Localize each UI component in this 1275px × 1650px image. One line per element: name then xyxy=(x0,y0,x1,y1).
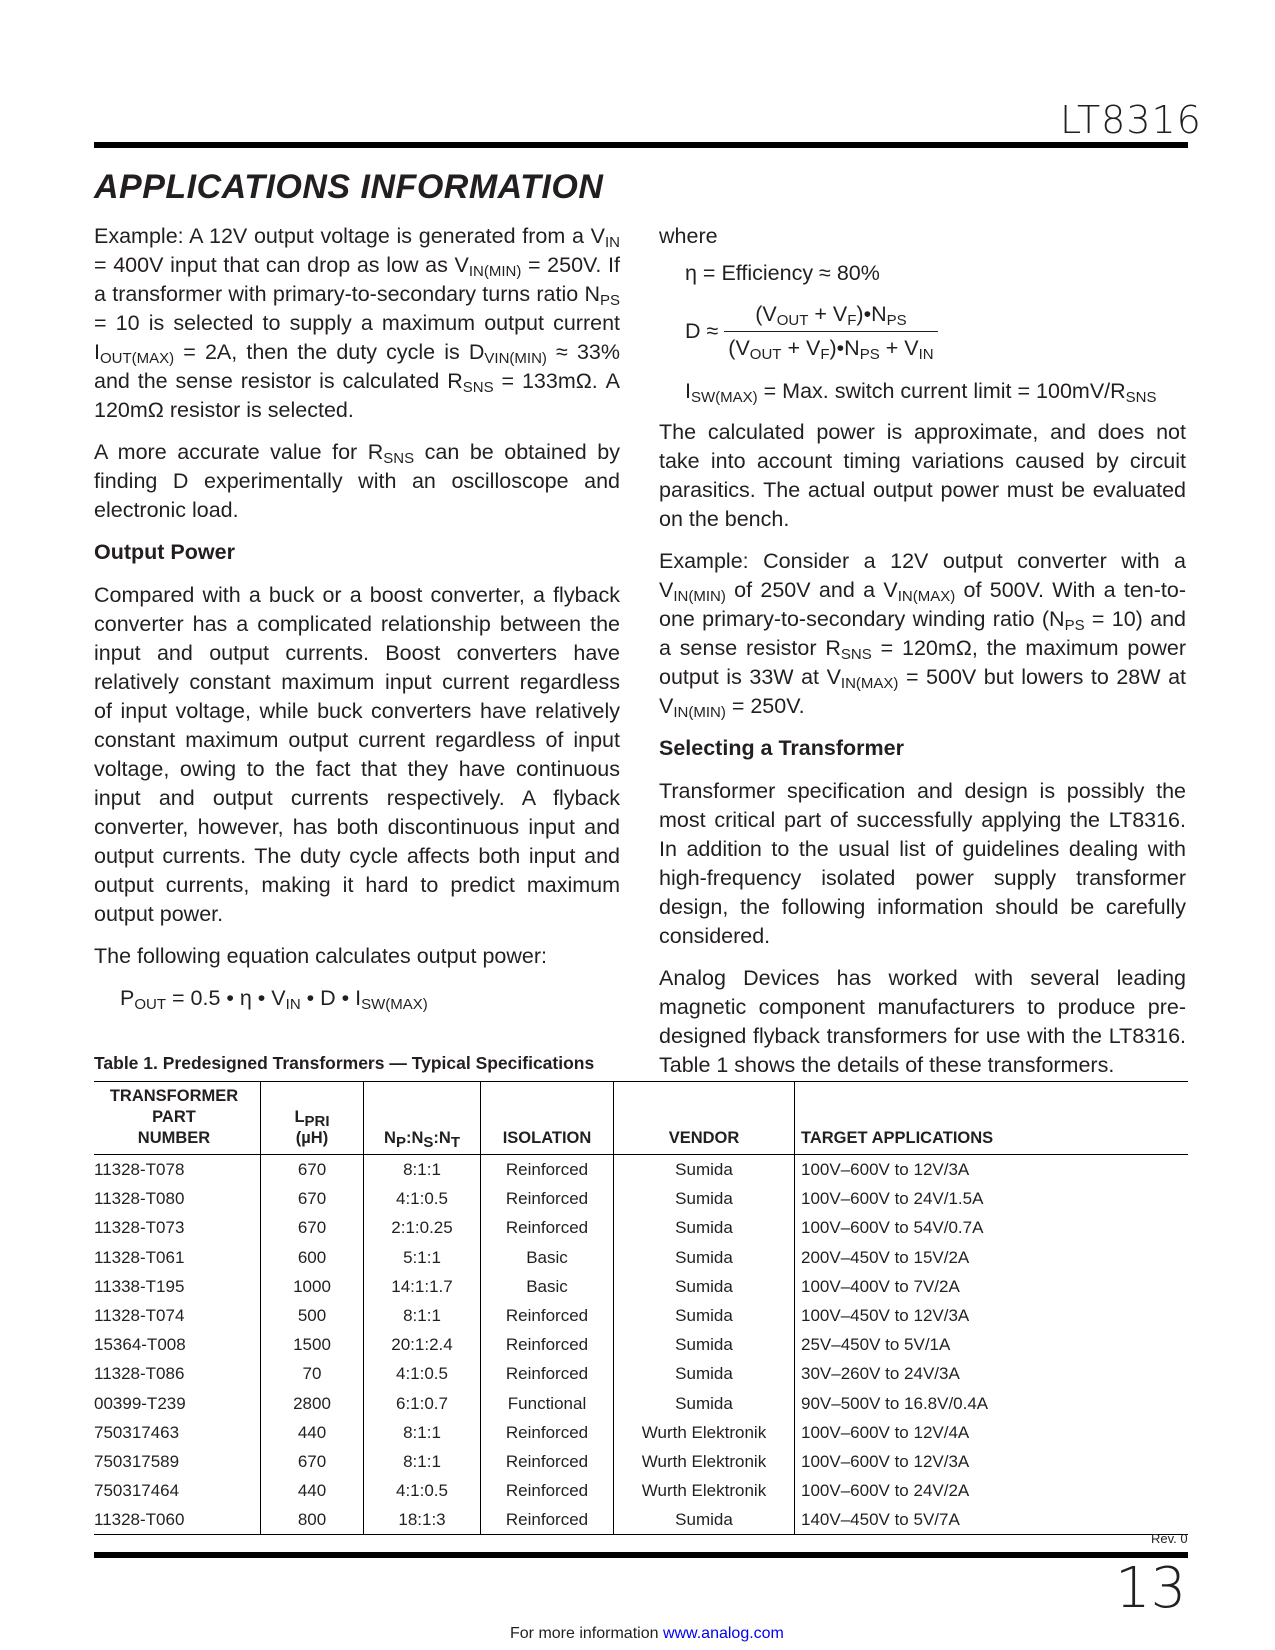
header-rule xyxy=(94,142,1188,148)
lpri-cell: 800 xyxy=(261,1505,364,1535)
part-number: LT8316 xyxy=(1060,98,1202,142)
part-number-cell: 11328-T086 xyxy=(94,1364,185,1384)
turns-ratio-cell: 4:1:0.5 xyxy=(364,1476,481,1505)
turns-ratio-cell: 8:1:1 xyxy=(364,1301,481,1330)
turns-ratio-cell: 4:1:0.5 xyxy=(364,1359,481,1388)
lpri-cell: 1500 xyxy=(261,1330,364,1359)
part-number-cell: 11328-T078 xyxy=(94,1160,185,1180)
vendor-cell: Sumida xyxy=(614,1272,795,1301)
table-row xyxy=(94,1330,1188,1359)
target-application-cell: 100V–600V to 54V/0.7A xyxy=(795,1213,1189,1242)
table-row xyxy=(94,1447,1188,1476)
part-number-cell: 11328-T060 xyxy=(94,1505,261,1535)
lpri-cell: 670 xyxy=(261,1213,364,1242)
vendor-cell: Sumida xyxy=(614,1389,795,1418)
isolation-cell: Reinforced xyxy=(481,1359,614,1388)
isolation-cell: Reinforced xyxy=(481,1301,614,1330)
target-application-cell: 140V–450V to 5V/7A xyxy=(795,1505,1189,1535)
turns-ratio-cell: 18:1:3 xyxy=(364,1505,481,1535)
footer-rule xyxy=(94,1552,1188,1558)
vendor-cell: Sumida xyxy=(614,1330,795,1359)
header-lpri: $L_{PRI}$ (µH) xyxy=(261,1082,364,1155)
isolation-cell: Reinforced xyxy=(481,1155,614,1185)
isolation-cell: Reinforced xyxy=(481,1505,614,1535)
turns-ratio-cell: 4:1:0.5 xyxy=(364,1184,481,1213)
vendor-cell: Wurth Elektronik xyxy=(614,1476,795,1505)
paragraph-analog-devices: Analog Devices has worked with several leading magnetic component manufacturers to produce pre-designed flyback transformers for use with the LT8316. Table 1 shows the details of these transformers. xyxy=(659,966,1186,1077)
isolation-cell: Basic xyxy=(481,1243,614,1272)
analog-website-link[interactable]: www.analog.com xyxy=(662,1625,784,1642)
footer-text: For more information www.analog.com xyxy=(510,1625,784,1642)
table-row xyxy=(94,1418,1188,1447)
table-title: Table 1. Predesigned Transformers — Typical Specifications xyxy=(94,1053,595,1073)
isolation-cell: Basic xyxy=(481,1272,614,1301)
isolation-cell: Reinforced xyxy=(481,1476,614,1505)
target-application-cell: 100V–600V to 12V/4A xyxy=(795,1418,1189,1447)
paragraph-accurate-rsns: A more accurate value for $R_{SNS}$ can be obtained by finding D experimentally with an oscilloscope and electronic load. xyxy=(94,440,620,522)
equation-duty-cycle: D ≈ $\frac{(V_{OUT} + V_F)•N_{PS}}{(V_{OUT} + V_F)•N_{PS} + V_{IN}}$ xyxy=(685,300,1186,363)
lpri-cell: 670 xyxy=(261,1447,364,1476)
paragraph-transformer-spec: Transformer specification and design is possibly the most critical part of successfully applying the LT8316. In addition to the usual list of guidelines dealing with high-frequency isolated power supply transformer design, the following information should be carefully considered. xyxy=(659,779,1186,948)
left-column xyxy=(94,222,620,1026)
vendor-cell: Wurth Elektronik xyxy=(614,1447,795,1476)
turns-ratio-cell: 6:1:0.7 xyxy=(364,1389,481,1418)
target-application-cell: 100V–450V to 12V/3A xyxy=(795,1301,1189,1330)
table-body xyxy=(94,1155,1188,1535)
part-number-cell: 750317589 xyxy=(94,1451,180,1471)
target-application-cell: 100V–600V to 24V/1.5A xyxy=(795,1184,1189,1213)
vendor-cell: Sumida xyxy=(614,1155,795,1185)
heading-selecting-transformer: Selecting a Transformer xyxy=(659,736,904,760)
lpri-cell: 670 xyxy=(261,1155,364,1185)
fraction-denominator: ($V_{OUT}$ + $V_F)•N_{PS} + V_{IN}$ xyxy=(728,336,934,363)
table-row xyxy=(94,1301,1188,1330)
header-target-applications: TARGET APPLICATIONS xyxy=(795,1082,1189,1155)
vendor-cell: Sumida xyxy=(614,1243,795,1272)
target-application-cell: 100V–600V to 12V/3A xyxy=(795,1447,1189,1476)
target-application-cell: 25V–450V to 5V/1A xyxy=(795,1330,1189,1359)
turns-ratio-cell: 8:1:1 xyxy=(364,1155,481,1185)
lpri-cell: 440 xyxy=(261,1476,364,1505)
target-application-cell: 100V–400V to 7V/2A xyxy=(795,1272,1189,1301)
part-number-cell: 750317463 xyxy=(94,1422,180,1442)
equation-eta: η = Efficiency ≈ 80% xyxy=(685,261,880,285)
part-number-cell: 11328-T074 xyxy=(94,1306,185,1326)
table-row xyxy=(94,1476,1188,1505)
paragraph-approximate-power: The calculated power is approximate, and does not take into account timing variations caused by circuit parasitics. The actual output power must be evaluated on the bench. xyxy=(659,420,1186,531)
table-row xyxy=(94,1155,1188,1185)
lpri-cell: 600 xyxy=(261,1243,364,1272)
revision-label: Rev. 0 xyxy=(1151,1531,1188,1546)
lpri-cell: 70 xyxy=(261,1359,364,1388)
vendor-cell: Sumida xyxy=(614,1505,795,1535)
isolation-cell: Reinforced xyxy=(481,1213,614,1242)
part-number-cell: 15364-T008 xyxy=(94,1335,186,1355)
isolation-cell: Reinforced xyxy=(481,1447,614,1476)
vendor-cell: Sumida xyxy=(614,1359,795,1388)
table-row xyxy=(94,1184,1188,1213)
table-header-row xyxy=(94,1082,1188,1155)
vendor-cell: Wurth Elektronik xyxy=(614,1418,795,1447)
equation-pout: $P_{OUT} = 0.5$ • η • $V_{IN}$ • D • $I_{SW(MAX)}$ xyxy=(120,986,428,1013)
turns-ratio-cell: 5:1:1 xyxy=(364,1243,481,1272)
table-row xyxy=(94,1272,1188,1301)
lpri-cell: 440 xyxy=(261,1418,364,1447)
isolation-cell: Reinforced xyxy=(481,1330,614,1359)
right-column xyxy=(659,222,1186,1093)
lpri-cell: 500 xyxy=(261,1301,364,1330)
part-number-cell: 00399-T239 xyxy=(94,1393,186,1413)
transformer-table xyxy=(94,1081,1188,1535)
vendor-cell: Sumida xyxy=(614,1184,795,1213)
turns-ratio-cell: 8:1:1 xyxy=(364,1447,481,1476)
part-number-cell: 11328-T061 xyxy=(94,1247,185,1267)
target-application-cell: 30V–260V to 24V/3A xyxy=(795,1359,1189,1388)
header-part-number: TRANSFORMER PART NUMBER xyxy=(94,1082,261,1155)
table-row xyxy=(94,1359,1188,1388)
paragraph-flyback-comparison: Compared with a buck or a boost converter, a flyback converter has a complicated relationship between the input and output currents. Boost converters have relatively constant maximum input current regardless of input voltage, while buck converters have relatively constant maximum output current regardless of input voltage, owing to the fact that they have continuous input and output currents respectively. A flyback converter, however, has both discontinuous input and output currents. The duty cycle affects both input and output currents, making it hard to predict maximum output power. xyxy=(94,583,620,926)
target-application-cell: 100V–600V to 12V/3A xyxy=(795,1155,1189,1185)
table-row xyxy=(94,1389,1188,1418)
page-number: 13 xyxy=(1115,1556,1187,1621)
vendor-cell: Sumida xyxy=(614,1213,795,1242)
heading-output-power: Output Power xyxy=(94,540,235,564)
lpri-cell: 1000 xyxy=(261,1272,364,1301)
duty-cycle-fraction xyxy=(724,300,937,363)
part-number-cell: 750317464 xyxy=(94,1481,180,1501)
turns-ratio-cell: 2:1:0.25 xyxy=(364,1213,481,1242)
target-application-cell: 90V–500V to 16.8V/0.4A xyxy=(795,1389,1189,1418)
isolation-cell: Reinforced xyxy=(481,1418,614,1447)
paragraph-equation-intro: The following equation calculates output power: xyxy=(94,944,547,968)
paragraph-example-33w: Example: Consider a 12V output converter with a $V_{IN(MIN)}$ of 250V and a $V_{IN(MAX)}$ of 500V. With a ten-to-one primary-to-secondary winding ratio $(N_{PS} = 10)$ and a sense resistor $R_{SNS} = 120m\Omega$, the maximum power output is 33W at $V_{IN(MAX)} = 500V$ but lowers to 28W at $V_{IN(MIN)} = 250V$. xyxy=(659,549,1186,721)
lpri-cell: 670 xyxy=(261,1184,364,1213)
part-number-cell: 11338-T195 xyxy=(94,1276,185,1296)
equation-isw: $I_{SW(MAX)}$ = Max. switch current limit = $100mV/R_{SNS}$ xyxy=(685,379,1157,406)
vendor-cell: Sumida xyxy=(614,1301,795,1330)
table-row xyxy=(94,1243,1188,1272)
turns-ratio-cell: 8:1:1 xyxy=(364,1418,481,1447)
header-turns-ratio: $N_P:N_S:N_T$ xyxy=(364,1082,481,1155)
target-application-cell: 100V–600V to 24V/2A xyxy=(795,1476,1189,1505)
paragraph-example: Example: A 12V output voltage is generated from a $V_{IN} = 400V$ input that can drop as low as $V_{IN(MIN)} = 250V$. If a transformer with primary-to-secondary turns ratio $N_{PS} = 10$ is selected to supply a maximum output current $I_{OUT(MAX)} = 2A$, then the duty cycle is $D_{VIN(MIN)} \approx 33\%$ and the sense resistor is calculated $R_{SNS} = 133m\Omega$. A 120mΩ resistor is selected. xyxy=(94,224,620,422)
table-row xyxy=(94,1505,1188,1535)
fraction-numerator: ($V_{OUT}$ + $V_F)•N_{PS}$ xyxy=(724,300,937,332)
turns-ratio-cell: 20:1:2.4 xyxy=(364,1330,481,1359)
table-row xyxy=(94,1213,1188,1242)
target-application-cell: 200V–450V to 15V/2A xyxy=(795,1243,1189,1272)
part-number-cell: 11328-T080 xyxy=(94,1189,185,1209)
where-label: where xyxy=(659,224,718,248)
section-title: APPLICATIONS INFORMATION xyxy=(94,168,604,206)
turns-ratio-cell: 14:1:1.7 xyxy=(364,1272,481,1301)
header-isolation: ISOLATION xyxy=(481,1082,614,1155)
isolation-cell: Reinforced xyxy=(481,1184,614,1213)
isolation-cell: Functional xyxy=(481,1389,614,1418)
part-number-cell: 11328-T073 xyxy=(94,1218,185,1238)
header-vendor: VENDOR xyxy=(614,1082,795,1155)
lpri-cell: 2800 xyxy=(261,1389,364,1418)
